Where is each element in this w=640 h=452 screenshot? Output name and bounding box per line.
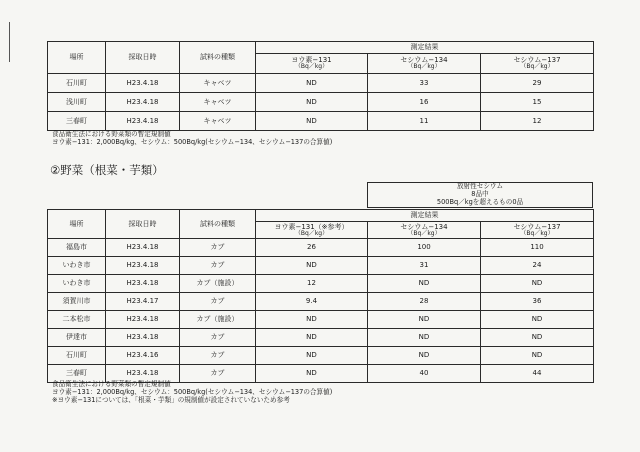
cell-cesium-137: 15 bbox=[481, 93, 594, 112]
cell-place: いわき市 bbox=[48, 275, 106, 293]
cell-place: 浅川町 bbox=[48, 93, 106, 112]
cell-cesium-137: ND bbox=[481, 329, 594, 347]
cell-cesium-137: 12 bbox=[481, 112, 594, 131]
header-place: 場所 bbox=[48, 210, 106, 239]
cell-cesium-134: 31 bbox=[368, 257, 481, 275]
cell-date: H23.4.16 bbox=[106, 347, 180, 365]
cell-sample-type: カブ bbox=[180, 293, 256, 311]
cell-date: H23.4.18 bbox=[106, 365, 180, 383]
cell-cesium-137: ND bbox=[481, 275, 594, 293]
cell-cesium-137: 110 bbox=[481, 239, 594, 257]
cell-place: いわき市 bbox=[48, 257, 106, 275]
cell-date: H23.4.18 bbox=[106, 93, 180, 112]
header-cesium-134: セシウム−134 （Bq／kg） bbox=[368, 222, 481, 239]
note-line: 食品衛生法における野菜類の暫定規制値 bbox=[52, 130, 171, 138]
table-row bbox=[48, 93, 594, 112]
summary-line: 放射性セシウム bbox=[456, 182, 504, 190]
header-date: 採取日時 bbox=[106, 210, 180, 239]
cell-date: H23.4.18 bbox=[106, 275, 180, 293]
header-iodine-131: ヨウ素−131 （Bq／kg） bbox=[256, 54, 368, 74]
table-row bbox=[48, 257, 594, 275]
cell-cesium-134: 100 bbox=[368, 239, 481, 257]
cell-sample-type: カブ（施設） bbox=[180, 311, 256, 329]
header-cesium-137: セシウム−137 （Bq／kg） bbox=[481, 54, 594, 74]
cell-place: 石川町 bbox=[48, 74, 106, 93]
cell-cesium-134: 16 bbox=[368, 93, 481, 112]
cell-sample-type: カブ bbox=[180, 347, 256, 365]
cell-sample-type: キャベツ bbox=[180, 93, 256, 112]
note-line: ヨウ素−131：2,000Bq/kg、セシウム：500Bq/kg(セシウム−134、セシウム−137の合算値) bbox=[52, 388, 333, 397]
header-sample-type: 試料の種類 bbox=[180, 210, 256, 239]
cell-sample-type: キャベツ bbox=[180, 74, 256, 93]
cell-iodine-131: ND bbox=[256, 257, 368, 275]
cell-sample-type: カブ bbox=[180, 329, 256, 347]
cell-place: 福島市 bbox=[48, 239, 106, 257]
table-row bbox=[48, 347, 594, 365]
cell-cesium-137: ND bbox=[481, 311, 594, 329]
header-measurement-results: 測定結果 bbox=[256, 210, 594, 222]
cell-place: 須賀川市 bbox=[48, 293, 106, 311]
cell-sample-type: カブ bbox=[180, 365, 256, 383]
header-iodine-131-reference: ヨウ素−131（※参考） （Bq／kg） bbox=[256, 222, 368, 239]
cell-date: H23.4.17 bbox=[106, 293, 180, 311]
cell-cesium-137: 44 bbox=[481, 365, 594, 383]
cell-cesium-137: 36 bbox=[481, 293, 594, 311]
summary-line: 500Bq／kgを超えるもの0品 bbox=[436, 197, 524, 206]
cell-date: H23.4.18 bbox=[106, 257, 180, 275]
cell-date: H23.4.18 bbox=[106, 239, 180, 257]
cell-cesium-134: 33 bbox=[368, 74, 481, 93]
cell-place: 石川町 bbox=[48, 347, 106, 365]
cell-iodine-131: ND bbox=[256, 347, 368, 365]
cell-sample-type: キャベツ bbox=[180, 112, 256, 131]
cell-sample-type: カブ（施設） bbox=[180, 275, 256, 293]
regulation-notes-2 bbox=[52, 380, 332, 404]
cell-date: H23.4.18 bbox=[106, 112, 180, 131]
scan-edge-line bbox=[9, 22, 10, 62]
header-place: 場所 bbox=[48, 42, 106, 74]
regulation-notes-1 bbox=[52, 130, 332, 146]
cell-iodine-131: ND bbox=[256, 112, 368, 131]
leafy-vegetables-table bbox=[47, 41, 594, 131]
cell-iodine-131: ND bbox=[256, 74, 368, 93]
cell-cesium-137: 24 bbox=[481, 257, 594, 275]
header-cesium-134: セシウム−134 （Bq／kg） bbox=[368, 54, 481, 74]
cell-iodine-131: ND bbox=[256, 311, 368, 329]
cell-iodine-131: ND bbox=[256, 365, 368, 383]
cell-date: H23.4.18 bbox=[106, 329, 180, 347]
cell-cesium-134: ND bbox=[368, 275, 481, 293]
cell-cesium-134: ND bbox=[368, 329, 481, 347]
cesium-summary-box bbox=[367, 182, 593, 208]
header-sample-type: 試料の種類 bbox=[180, 42, 256, 74]
table-row bbox=[48, 311, 594, 329]
cell-sample-type: カブ bbox=[180, 239, 256, 257]
root-vegetables-table bbox=[47, 209, 594, 383]
header-date: 採取日時 bbox=[106, 42, 180, 74]
table-row bbox=[48, 275, 594, 293]
cell-cesium-134: 28 bbox=[368, 293, 481, 311]
cell-cesium-137: 29 bbox=[481, 74, 594, 93]
cell-iodine-131: 26 bbox=[256, 239, 368, 257]
note-line: 食品衛生法における野菜類の暫定規制値 bbox=[52, 380, 171, 388]
cell-sample-type: カブ bbox=[180, 257, 256, 275]
section-heading: ②野菜（根菜・芋類） bbox=[50, 163, 164, 177]
cell-place: 三春町 bbox=[48, 112, 106, 131]
cell-place: 伊達市 bbox=[48, 329, 106, 347]
cell-iodine-131: 12 bbox=[256, 275, 368, 293]
table-row bbox=[48, 112, 594, 131]
cell-iodine-131: ND bbox=[256, 93, 368, 112]
table-body bbox=[48, 239, 594, 383]
header-cesium-137: セシウム−137 （Bq／kg） bbox=[481, 222, 594, 239]
cell-cesium-134: ND bbox=[368, 347, 481, 365]
cell-place: 二本松市 bbox=[48, 311, 106, 329]
summary-line: 8品中 bbox=[471, 189, 489, 198]
table-body bbox=[48, 74, 594, 131]
cell-cesium-134: 40 bbox=[368, 365, 481, 383]
cell-date: H23.4.18 bbox=[106, 311, 180, 329]
table-row bbox=[48, 329, 594, 347]
header-measurement-results: 測定結果 bbox=[256, 42, 594, 54]
cell-cesium-134: 11 bbox=[368, 112, 481, 131]
cell-iodine-131: 9.4 bbox=[256, 293, 368, 311]
cell-cesium-134: ND bbox=[368, 311, 481, 329]
cell-place: 三春町 bbox=[48, 365, 106, 383]
note-line: ヨウ素−131：2,000Bq/kg、セシウム：500Bq/kg(セシウム−134、セシウム−137の合算値) bbox=[52, 138, 333, 147]
table-row bbox=[48, 74, 594, 93]
cell-date: H23.4.18 bbox=[106, 74, 180, 93]
table-row bbox=[48, 293, 594, 311]
cell-cesium-137: ND bbox=[481, 347, 594, 365]
cell-iodine-131: ND bbox=[256, 329, 368, 347]
note-line: ※ヨウ素−131については、「根菜・芋類」の規制値が設定されていないため参考 bbox=[52, 396, 290, 405]
table-row bbox=[48, 239, 594, 257]
